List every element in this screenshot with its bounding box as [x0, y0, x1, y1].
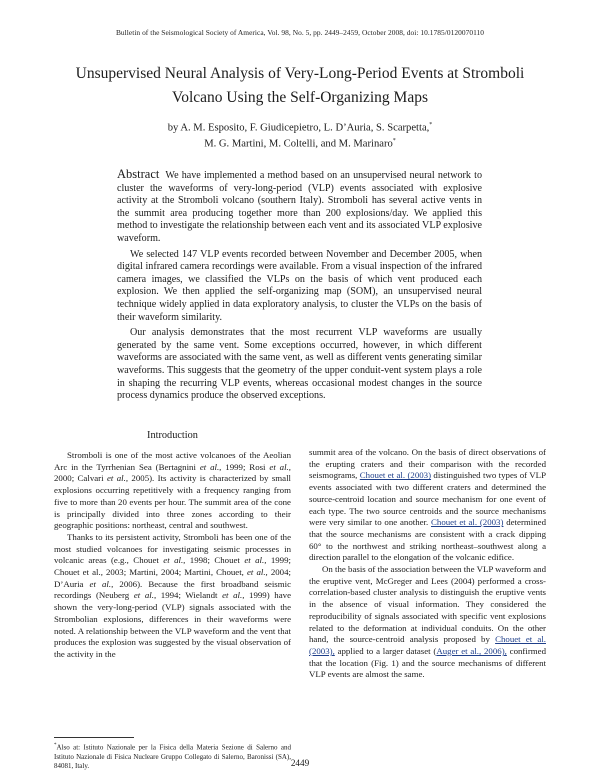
citation-link-auger-2006[interactable]: Auger et al., 2006), — [436, 645, 507, 656]
text-run-italic: et al. — [163, 555, 184, 566]
text-run: , 1999; Chouet et al., 2003; Martini, 2004; Martini, Chouet, — [54, 555, 291, 578]
intro-paragraph-2-continued — [309, 447, 546, 564]
text-run: summit area of the volcano. On the basis of direct observations of the erupting craters and their comparison with the recorded seismograms, — [309, 447, 546, 481]
right-column — [309, 447, 546, 681]
text-run-italic: et al. — [133, 590, 154, 601]
introduction-heading: Introduction — [147, 430, 198, 441]
text-run-italic: et al. — [222, 590, 243, 601]
text-run-italic: et al. — [199, 461, 220, 472]
citation-link-chouet-2003[interactable]: Chouet et al. (2003), — [309, 634, 546, 656]
article-title — [40, 62, 560, 110]
footnote-text: Also at: Istituto Nazionale per la Fisica della Materia Sezione di Salerno and Istituto Nazionale di Fisica Nucleare Gruppo Collegato di Salerno, Baronissi (SA), 84081, Italy. — [54, 743, 291, 771]
abstract-label: Abstract — [117, 167, 160, 181]
citation-link-chouet-2003[interactable]: Chouet et al. (2003) — [359, 470, 432, 481]
authors-line-2: M. G. Martini, M. Coltelli, and M. Marinaro — [204, 138, 393, 150]
text-run: , 1999; Rosi — [219, 461, 270, 472]
intro-paragraph-2 — [54, 532, 291, 661]
left-column — [54, 450, 291, 661]
text-run: , 1998; Chouet — [183, 555, 245, 566]
text-run-italic: et al. — [269, 461, 289, 472]
text-run: On the basis of the association between the VLP waveform and the eruptive vent, McGreger and Lees (2004) performed a cross-correlation-based cluster analysis to distinguish the eruptive vents in the absence of visual information. They considered the reproducibility of signals associated with specific vent explosions related to the deformation at individual conduits. On the other hand, the source-centroid analysis proposed by — [309, 564, 546, 645]
text-run: , 2005). Its activity is characterized by small explosions occurring repetitively with a frequency ranging from five to more than 20 events per hour. The summit area of the cone is principally divided into three zones according to their geographic positions: northeast, central and southwest. — [54, 473, 291, 531]
text-run: , 1994; Wielandt — [153, 590, 223, 601]
page-number: 2449 — [290, 758, 310, 768]
text-run: applied to a larger dataset ( — [334, 645, 437, 656]
text-run-italic: et al. — [244, 555, 265, 566]
text-run: , 2000; Calvari — [54, 461, 291, 484]
abstract-paragraph-3: Our analysis demonstrates that the most recurrent VLP waveforms are usually generated by the same vent. Some exceptions occurred, however, in which different waveforms are associated with the same vent, as well as different vents generating similar waveforms. This suggests that the geometry of the upper conduit-vent system plays a role in shaping the recurring VLP events, whereas occasional modest changes in the source process dynamics produce the observed exceptions. — [117, 327, 482, 402]
text-run-italic: et al. — [89, 578, 112, 589]
abstract-paragraph-1 — [117, 168, 482, 246]
text-run: confirmed that the location (Fig. 1) and the source mechanisms of different VLP events are almost the same. — [309, 645, 546, 680]
text-run: Stromboli is one of the most active volcanoes of the Aeolian Arc in the Tyrrhenian Sea (Bertagnini — [54, 450, 291, 472]
abstract — [117, 168, 482, 403]
text-run-italic: et al. — [246, 567, 266, 578]
text-run: , 1999) have shown the very-long-period (VLP) signals associated with the Strombolian explosions, differences in their waveforms were noted. A relationship between the VLP waveform and the vent that produces the explosion was suggested by the visual observation of the activity in the — [54, 590, 292, 659]
citation-link-chouet-2003[interactable]: Chouet et al. (2003) — [431, 517, 504, 528]
text-run: Thanks to its persistent activity, Stromboli has been one of the most studied volcanoes for investigating seismic processes in volcanic areas (e.g., Chouet — [54, 531, 291, 566]
text-run: , 2004; D’Auria — [54, 567, 291, 589]
text-run: determined that the source mechanisms are consistent with a crack dipping 60° to the northwest and striking northeast–southwest along a direction parallel to the elongation of the volcanic edifice. — [309, 517, 546, 563]
text-run: distinguished two types of VLP events associated with two different craters and determined the source-centroid location and source mechanism for one event of each type. The two source centroids and the source mechanisms were very similar to one another. — [309, 470, 546, 528]
author-footnote-mark[interactable]: * — [429, 122, 433, 128]
footnote-divider — [54, 737, 134, 738]
text-run-italic: et al. — [106, 473, 126, 484]
title-line-2: Volcano Using the Self-Organizing Maps — [172, 89, 428, 106]
intro-paragraph-3 — [309, 564, 546, 681]
running-head: Bulletin of the Seismological Society of America, Vol. 98, No. 5, pp. 2449–2459, October 2008, doi: 10.1785/0120070110 — [115, 28, 485, 37]
footnote-mark: * — [54, 743, 57, 748]
text-run: , 2006). Because the first broadband seismic recordings (Neuberg — [54, 578, 291, 601]
title-line-1: Unsupervised Neural Analysis of Very-Long-Period Events at Stromboli — [75, 65, 525, 82]
authors-line-1: by A. M. Esposito, F. Giudicepietro, L. D’Auria, S. Scarpetta, — [167, 122, 430, 134]
author-list — [100, 119, 500, 152]
abstract-text-1: We have implemented a method based on an unsupervised neural network to cluster the waveforms of very-long-period (VLP) events associated with explosive activity at the Stromboli volcano (southern Italy). Stromboli has several active vents in the summit area producing together more than 200 explosions/day. We applied this method to investigate the relationship between each vent and its associated VLP explosive waveform. — [117, 170, 482, 244]
author-footnote-mark-2[interactable]: * — [392, 138, 396, 145]
intro-paragraph-1 — [54, 450, 291, 532]
abstract-paragraph-2: We selected 147 VLP events recorded between November and December 2005, when digital infrared camera recordings were available. From a visual inspection of the infrared camera images, we classified the VLPs on the basis of which vent produced each explosion. We then applied the self-organizing map (SOM), an unsupervised neural technique widely applied in data exploratory analysis, to cluster the VLPs on the basis of their waveform similarity. — [117, 248, 482, 323]
